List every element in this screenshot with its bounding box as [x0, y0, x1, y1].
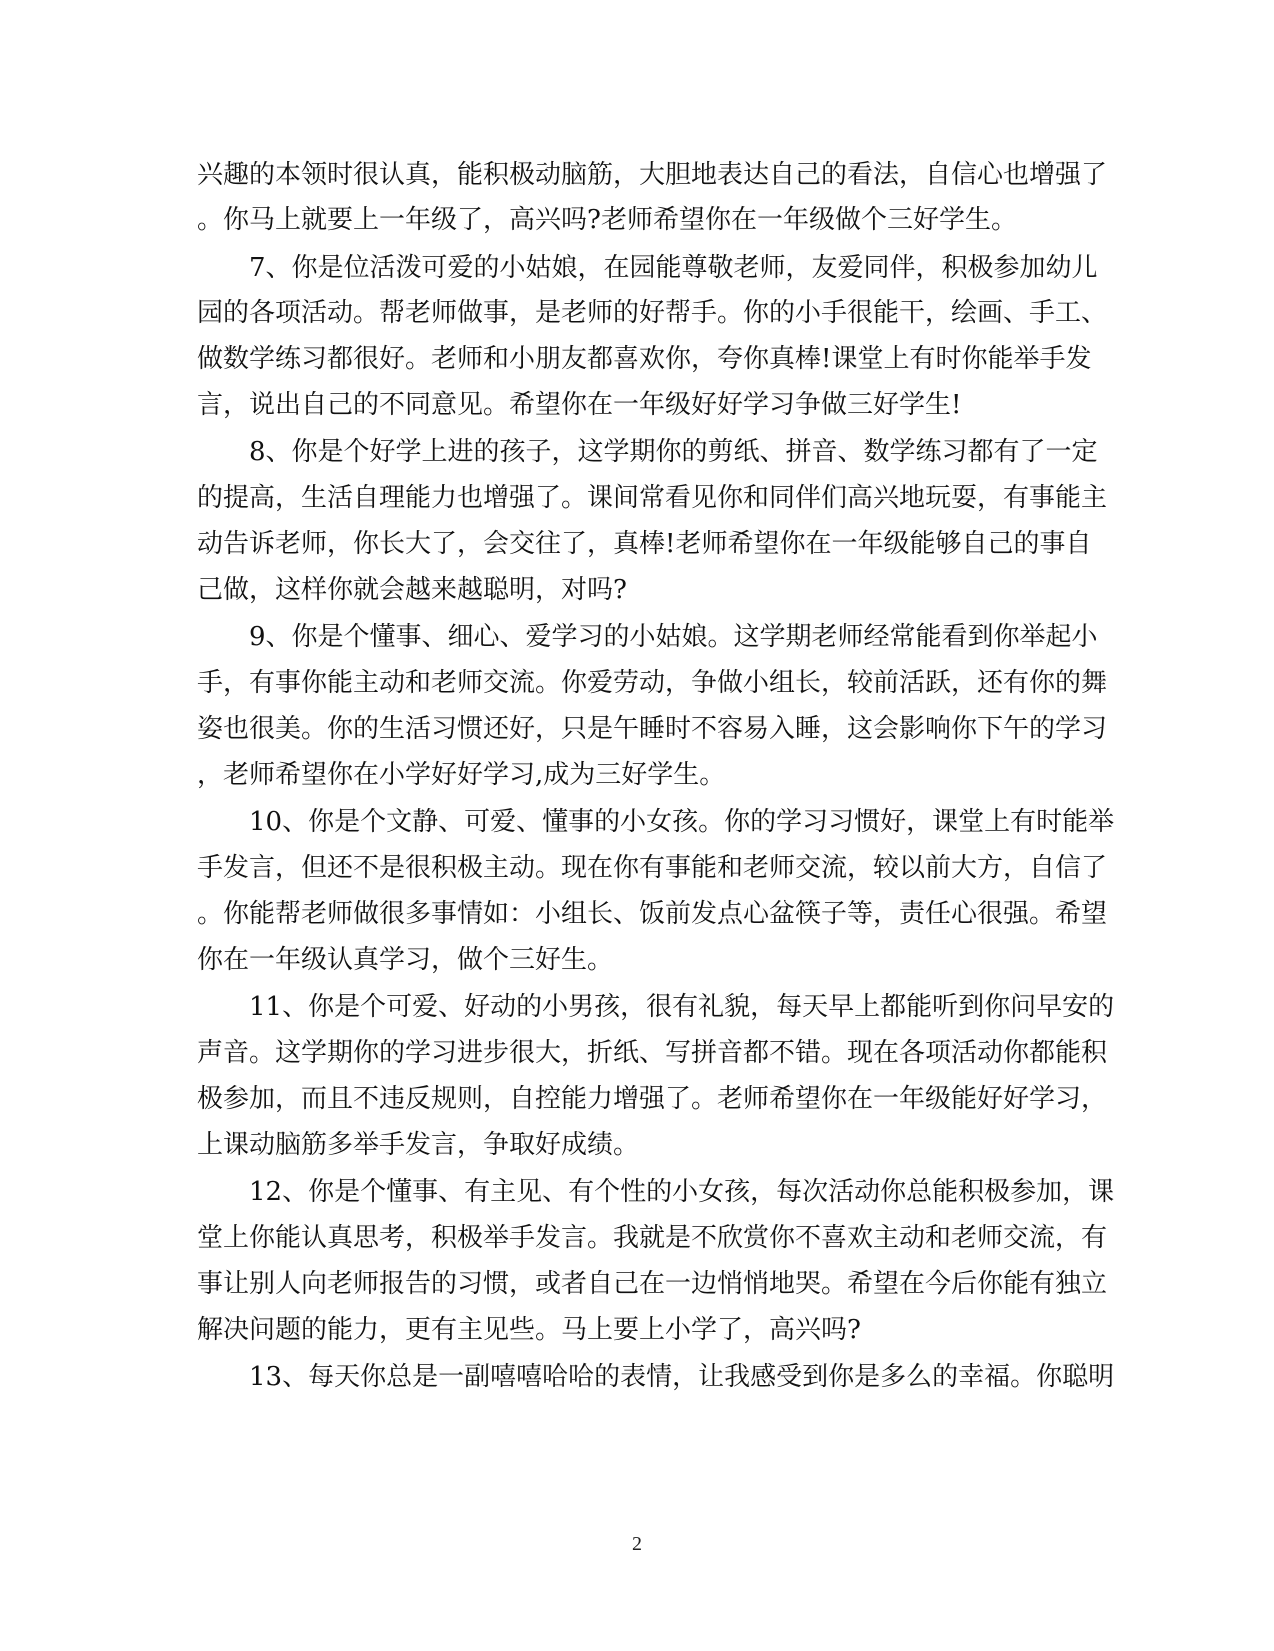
text-line: 言，说出自己的不同意见。希望你在一年级好好学习争做三好学生! — [197, 390, 962, 420]
paragraph-13-start: 13、每天你总是一副嘻嘻哈哈的表情，让我感受到你是多么的幸福。你聪明 — [249, 1362, 1115, 1392]
paragraph-11-start: 11、你是个可爱、好动的小男孩，很有礼貌，每天早上都能听到你问早安的 — [249, 992, 1115, 1022]
paragraph-7-start: 7、你是位活泼可爱的小姑娘，在园能尊敬老师，友爱同伴，积极参加幼儿 — [249, 253, 1098, 283]
page-number: 2 — [632, 1533, 642, 1555]
text-line: 姿也很美。你的生活习惯还好，只是午睡时不容易入睡，这会影响你下午的学习 — [197, 714, 1108, 744]
text-line: 做数学练习都很好。老师和小朋友都喜欢你，夸你真棒!课堂上有时你能举手发 — [197, 344, 1092, 374]
text-line: 你在一年级认真学习，做个三好生。 — [197, 945, 614, 975]
text-line: 极参加，而且不违反规则，自控能力增强了。老师希望你在一年级能好好学习， — [197, 1084, 1108, 1114]
paragraph-9-start: 9、你是个懂事、细心、爱学习的小姑娘。这学期老师经常能看到你举起小 — [249, 622, 1098, 652]
text-line: ，老师希望你在小学好好学习,成为三好学生。 — [197, 760, 726, 790]
text-line: 的提高，生活自理能力也增强了。课间常看见你和同伴们高兴地玩耍，有事能主 — [197, 483, 1108, 513]
paragraph-12-start: 12、你是个懂事、有主见、有个性的小女孩，每次活动你总能积极参加，课 — [249, 1177, 1115, 1207]
text-line: 手发言，但还不是很积极主动。现在你有事能和老师交流，较以前大方，自信了 — [197, 853, 1108, 883]
text-line: 己做，这样你就会越来越聪明，对吗? — [197, 575, 627, 605]
text-line: 。你马上就要上一年级了，高兴吗?老师希望你在一年级做个三好学生。 — [197, 205, 1017, 235]
text-line: 园的各项活动。帮老师做事，是老师的好帮手。你的小手很能干，绘画、手工、 — [197, 298, 1108, 328]
text-line: 解决问题的能力，更有主见些。马上要上小学了，高兴吗? — [197, 1315, 861, 1345]
text-line: 动告诉老师，你长大了，会交往了，真棒!老师希望你在一年级能够自己的事自 — [197, 529, 1092, 559]
text-line: 。你能帮老师做很多事情如：小组长、饭前发点心盆筷子等，责任心很强。希望 — [197, 899, 1108, 929]
text-line: 声音。这学期你的学习进步很大，折纸、写拼音都不错。现在各项活动你都能积 — [197, 1038, 1108, 1068]
text-line: 上课动脑筋多举手发言，争取好成绩。 — [197, 1130, 640, 1160]
paragraph-10-start: 10、你是个文静、可爱、懂事的小女孩。你的学习习惯好，课堂上有时能举 — [249, 807, 1115, 837]
text-line: 兴趣的本领时很认真，能积极动脑筋，大胆地表达自己的看法，自信心也增强了 — [197, 160, 1108, 190]
text-line: 手，有事你能主动和老师交流。你爱劳动，争做小组长，较前活跃，还有你的舞 — [197, 668, 1108, 698]
text-line: 堂上你能认真思考，积极举手发言。我就是不欣赏你不喜欢主动和老师交流，有 — [197, 1223, 1108, 1253]
paragraph-8-start: 8、你是个好学上进的孩子，这学期你的剪纸、拼音、数学练习都有了一定 — [249, 437, 1098, 467]
text-line: 事让别人向老师报告的习惯，或者自己在一边悄悄地哭。希望在今后你能有独立 — [197, 1269, 1108, 1299]
